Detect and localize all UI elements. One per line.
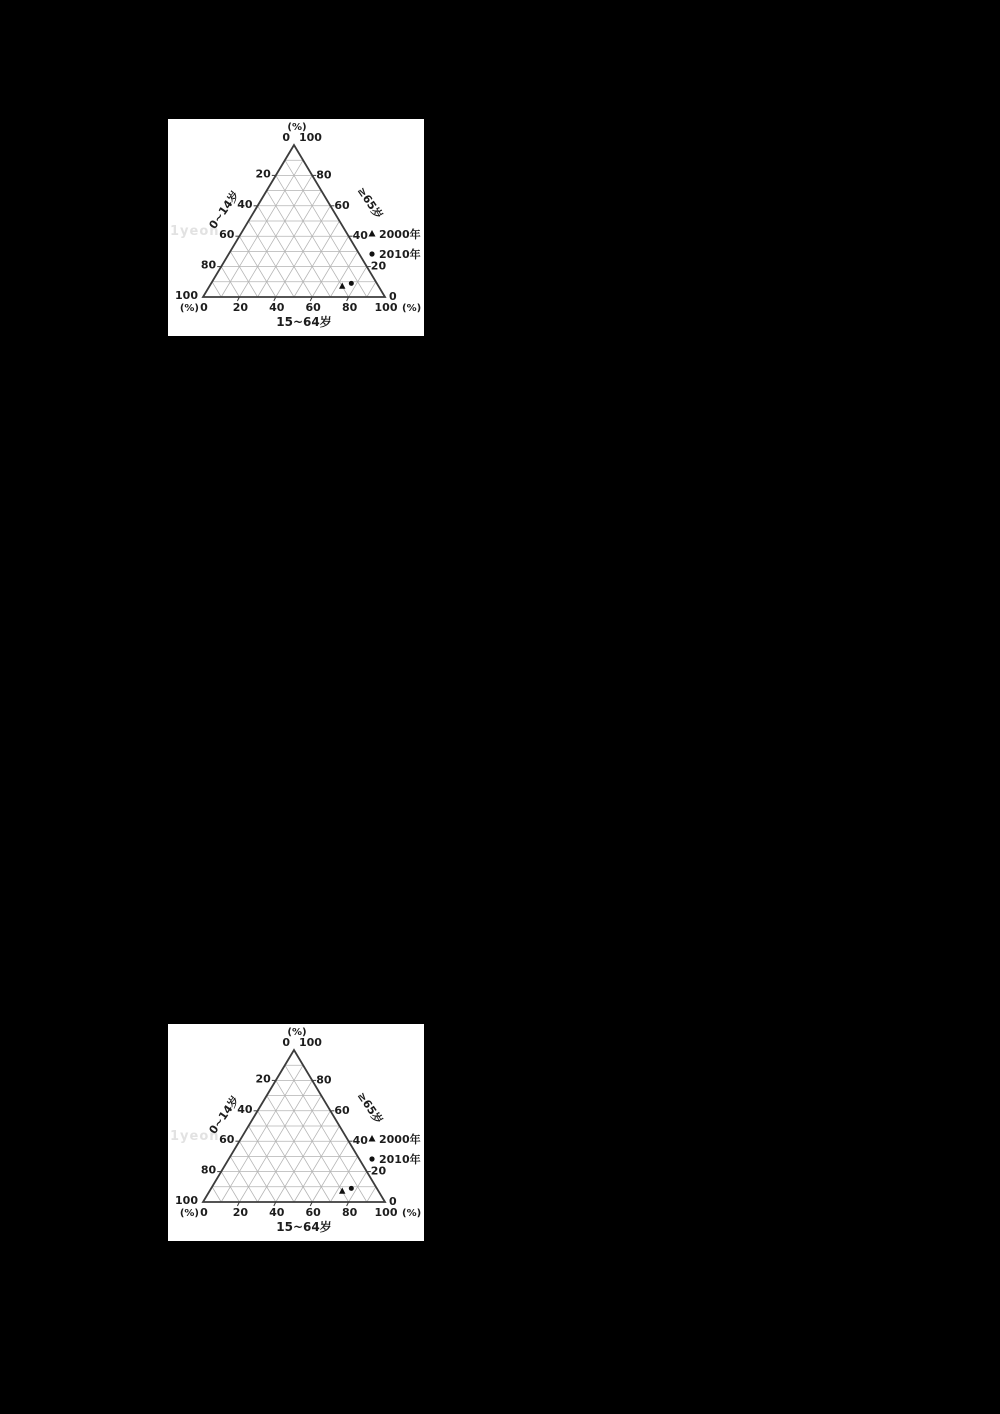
grid-line — [367, 1187, 376, 1202]
tick-label-right: 40 — [352, 229, 368, 243]
left-axis-title: 0~14岁 — [206, 1093, 242, 1137]
grid-line — [267, 191, 331, 297]
tick-label-left: 20 — [255, 1072, 271, 1086]
tick-label-bottom: 40 — [269, 301, 285, 314]
tick-label-right: 0 — [389, 1195, 397, 1208]
tick-label-left: 60 — [219, 228, 235, 242]
grid-line — [230, 1156, 257, 1202]
data-point-2000 — [339, 283, 345, 289]
apex-unit-label: (%) — [287, 1027, 307, 1038]
tick-label-bottom: 80 — [341, 1206, 358, 1219]
tick-label-left: 100 — [175, 289, 198, 302]
tick-label-bottom: 0 — [200, 1206, 208, 1219]
tick-label-bottom: 100 — [374, 1206, 398, 1219]
tick-label-right: 80 — [316, 1073, 332, 1087]
left-axis-unit-label: (%) — [179, 1208, 199, 1219]
tick-label-left: 60 — [219, 1133, 235, 1147]
tick-label-right: 40 — [352, 1134, 368, 1148]
tick-label-right: 100 — [299, 131, 322, 144]
grid-line — [258, 1096, 322, 1202]
tick-label-left: 20 — [255, 167, 271, 181]
grid-line — [249, 221, 295, 297]
tick-label-bottom: 60 — [305, 301, 321, 314]
tick-label-bottom: 60 — [305, 1206, 321, 1219]
legend-label: 2000年 — [379, 228, 421, 241]
data-point-2010 — [349, 281, 354, 286]
grid-line — [267, 1096, 331, 1202]
legend-label: 2000年 — [379, 1133, 421, 1146]
tick-label-bottom: 40 — [269, 1206, 285, 1219]
apex-unit-label: (%) — [287, 122, 307, 133]
tick-label-bottom: 100 — [374, 301, 398, 314]
tick-label-left: 0 — [282, 1036, 290, 1049]
ternary-diagram — [168, 119, 424, 336]
tick-label-right: 20 — [370, 1164, 387, 1178]
legend-label: 2010年 — [379, 248, 421, 261]
grid-line — [258, 191, 322, 297]
bottom-axis-unit-label: (%) — [402, 1208, 422, 1219]
tick-label-right: 0 — [389, 290, 397, 303]
grid-line — [212, 1187, 221, 1202]
tick-label-left: 40 — [237, 1102, 253, 1116]
legend-marker-triangle-icon — [369, 230, 376, 237]
left-axis-unit-label: (%) — [179, 303, 199, 314]
grid-line — [330, 1156, 357, 1202]
left-axis-title: 0~14岁 — [206, 188, 242, 232]
grid-line — [249, 1126, 295, 1202]
grid-line — [330, 251, 357, 297]
ternary-diagram — [168, 1024, 424, 1241]
tick-label-left: 40 — [237, 197, 253, 211]
watermark-text: 1yeon — [170, 1129, 220, 1144]
tick-label-right: 20 — [370, 259, 387, 273]
tick-label-left: 100 — [175, 1194, 198, 1207]
tick-label-left: 0 — [282, 131, 290, 144]
data-point-2000 — [339, 1188, 345, 1194]
tick-label-bottom: 20 — [232, 1206, 249, 1219]
tick-label-right: 80 — [316, 168, 332, 182]
tick-label-right: 60 — [334, 198, 350, 212]
legend-marker-circle-icon — [369, 1156, 374, 1161]
ternary-chart-panel-2 — [168, 1024, 424, 1241]
watermark-text: 1yeon — [170, 224, 220, 239]
right-axis-title: ≥65岁 — [354, 1089, 386, 1127]
tick-label-bottom: 0 — [200, 301, 208, 314]
tick-label-left: 80 — [200, 1163, 217, 1177]
tick-label-bottom: 80 — [341, 301, 358, 314]
legend-marker-triangle-icon — [369, 1135, 376, 1142]
legend-label: 2010年 — [379, 1153, 421, 1166]
bottom-axis-unit-label: (%) — [402, 303, 422, 314]
grid-line — [294, 221, 340, 297]
bottom-axis-title: 15~64岁 — [276, 315, 332, 329]
legend-marker-circle-icon — [369, 251, 374, 256]
tick-label-right: 100 — [299, 1036, 322, 1049]
tick-label-bottom: 20 — [232, 301, 249, 314]
data-point-2010 — [349, 1186, 354, 1191]
tick-label-right: 60 — [334, 1103, 350, 1117]
ternary-chart-panel-1 — [168, 119, 424, 336]
grid-line — [367, 282, 376, 297]
grid-line — [212, 282, 221, 297]
bottom-axis-title: 15~64岁 — [276, 1220, 332, 1234]
right-axis-title: ≥65岁 — [354, 184, 386, 222]
tick-label-left: 80 — [200, 258, 217, 272]
grid-line — [230, 251, 257, 297]
grid-line — [294, 1126, 340, 1202]
